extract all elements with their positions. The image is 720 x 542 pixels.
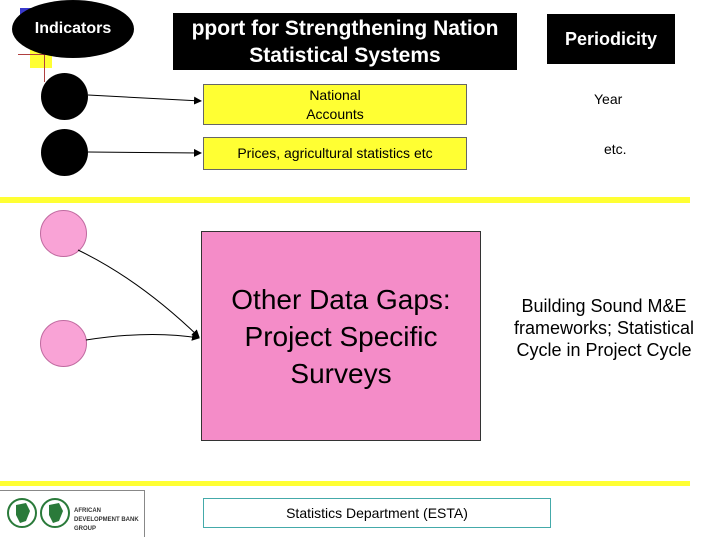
arrow-to-prices bbox=[88, 152, 201, 153]
indicators-label: Indicators bbox=[12, 0, 134, 58]
arrow-from-circle-4 bbox=[86, 334, 199, 340]
title-line-2: Statistical Systems bbox=[249, 44, 441, 67]
national-accounts-box: National Accounts bbox=[203, 84, 467, 125]
etc-label: etc. bbox=[604, 141, 627, 157]
statistics-department-box: Statistics Department (ESTA) bbox=[203, 498, 551, 528]
prices-box: Prices, agricultural statistics etc bbox=[203, 137, 467, 170]
arrow-from-circle-3 bbox=[78, 250, 199, 337]
other-data-gaps-text: Other Data Gaps: Project Specific Surveys bbox=[231, 283, 451, 389]
periodicity-label: Periodicity bbox=[547, 14, 675, 64]
arrow-to-national-accounts bbox=[88, 95, 201, 101]
title-line-1: pport for Strengthening Nation bbox=[191, 17, 499, 40]
building-frameworks-text: Building Sound M&E frameworks; Statistical Cycle in Project Cycle bbox=[513, 296, 695, 360]
year-label: Year bbox=[594, 91, 623, 107]
logo-text: AFRICAN DEVELOPMENT BANK GROUP bbox=[74, 508, 139, 532]
